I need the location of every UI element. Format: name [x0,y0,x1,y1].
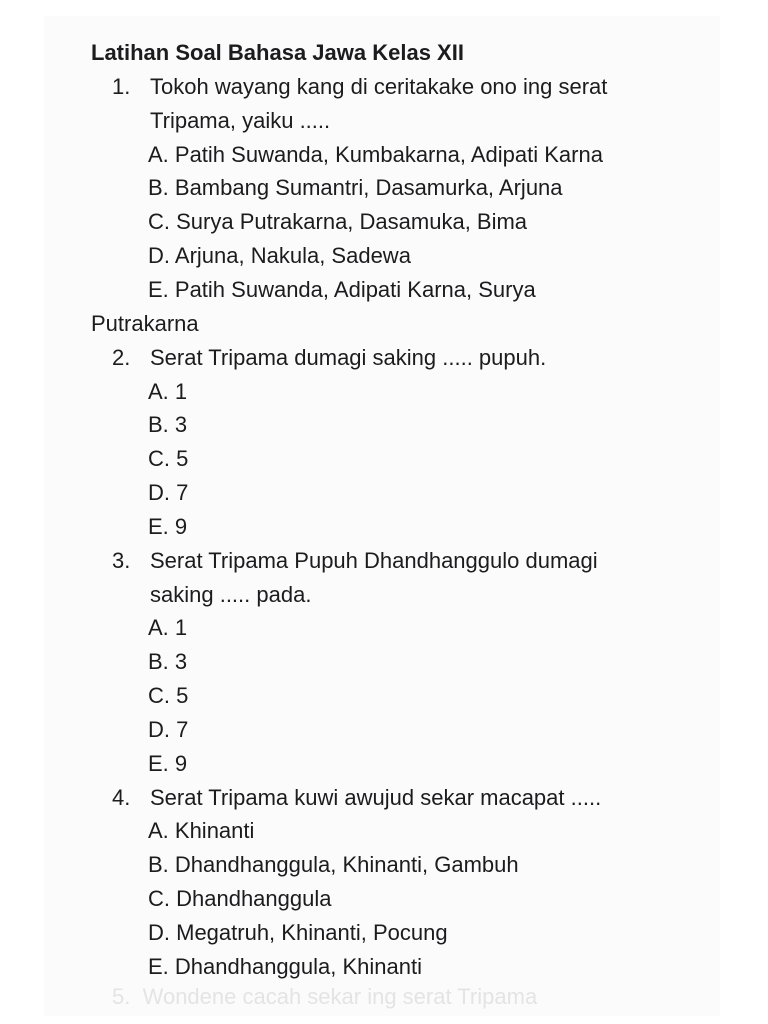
question-2-option-a: A. 1 [148,379,188,404]
question-1-option-a: A. Patih Suwanda, Kumbakarna, Adipati Karna [148,142,603,167]
question-4-option-c: C. Dhandhanggula [148,886,332,911]
question-1-option-b: B. Bambang Sumantri, Dasamurka, Arjuna [148,175,563,200]
question-4-option-e: E. Dhandhanggula, Khinanti [148,954,422,979]
question-2-text: Serat Tripama dumagi saking ..... pupuh. [150,345,547,370]
question-2-option-e: E. 9 [148,514,188,539]
document-title: Latihan Soal Bahasa Jawa Kelas XII [91,40,464,65]
document-sheet [44,16,720,1016]
question-3-text: Serat Tripama Pupuh Dhandhanggulo dumagi [150,548,598,573]
question-3-option-a: A. 1 [148,615,188,640]
question-1-option-e: E. Patih Suwanda, Adipati Karna, Surya [148,277,536,302]
question-2-option-b: B. 3 [148,412,188,437]
question-3-option-d: D. 7 [148,717,189,742]
question-1-option-c: C. Surya Putrakarna, Dasamuka, Bima [148,209,528,234]
question-1-text: Tokoh wayang kang di ceritakake ono ing serat [150,74,608,99]
question-3-option-c: C. 5 [148,683,189,708]
question-1-number: 1. [112,74,131,99]
question-5-text: Wondene cacah sekar ing serat Tripama [142,984,538,1009]
question-3-option-e: E. 9 [148,751,188,776]
question-2-option-d: D. 7 [148,480,189,505]
question-4-text: Serat Tripama kuwi awujud sekar macapat ..... [150,785,602,810]
question-3-text-cont: saking ..... pada. [150,582,312,607]
question-4-option-a: A. Khinanti [148,818,255,843]
question-1-option-d: D. Arjuna, Nakula, Sadewa [148,243,411,268]
question-4-option-b: B. Dhandhanggula, Khinanti, Gambuh [148,852,519,877]
question-2-number: 2. [112,345,131,370]
question-3-number: 3. [112,548,131,573]
question-5-faded [112,982,537,1012]
question-5-number: 5. [112,984,131,1009]
question-4-number: 4. [112,785,131,810]
question-3-option-b: B. 3 [148,649,188,674]
question-1-option-e-cont: Putrakarna [91,311,199,336]
question-1-text-cont: Tripama, yaiku ..... [150,108,331,133]
question-2-option-c: C. 5 [148,446,189,471]
question-4-option-d: D. Megatruh, Khinanti, Pocung [148,920,448,945]
